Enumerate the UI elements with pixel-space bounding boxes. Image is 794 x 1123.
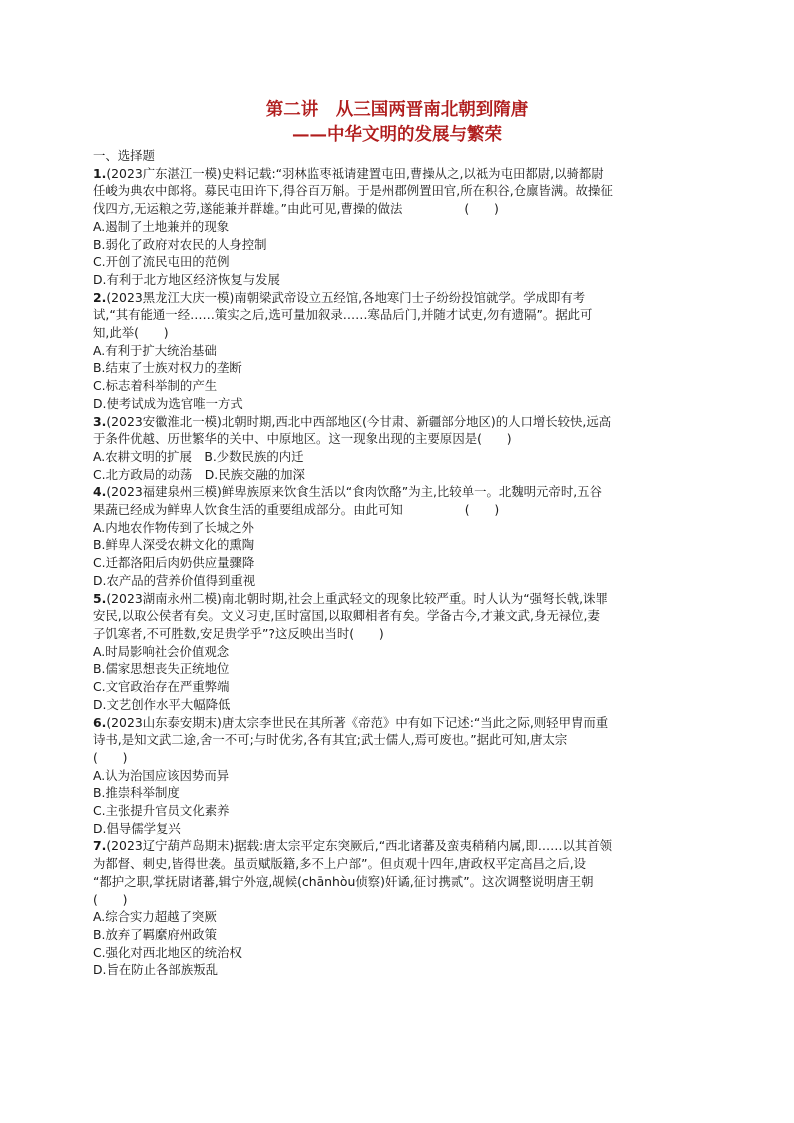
answer-option: A.认为治国应该因势而异 bbox=[93, 767, 230, 783]
question-item bbox=[93, 413, 703, 484]
answer-option: C.开创了流民屯田的范例 bbox=[93, 254, 230, 270]
answer-option: B.弱化了政府对农民的人身控制 bbox=[93, 236, 267, 252]
question-stem-line bbox=[93, 182, 703, 200]
question-text: 为都督、刺史,皆得世袭。虽贡赋版籍,多不上户部”。但贞观十四年,唐政权平定高昌之后,设 bbox=[93, 856, 587, 872]
question-stem bbox=[93, 289, 703, 342]
answer-option: A.内地农作物传到了长城之外 bbox=[93, 519, 254, 535]
question-list bbox=[93, 165, 703, 979]
answer-option: B.结束了士族对权力的垄断 bbox=[93, 360, 242, 376]
question-text: (2023辽宁葫芦岛期末)据载:唐太宗平定东突厥后,“西北诸蕃及蛮夷稍稍内属,即……以其首领 bbox=[106, 838, 613, 854]
question-stem-line bbox=[93, 714, 703, 732]
answer-option: C.标志着科举制的产生 bbox=[93, 378, 218, 394]
answer-option: A.综合实力超越了突厥 bbox=[93, 909, 217, 925]
question-text: 果蔬已经成为鲜卑人饮食生活的重要组成部分。由此可知 ( ) bbox=[93, 502, 500, 518]
question-stem-line bbox=[93, 165, 703, 183]
question-stem-line bbox=[93, 430, 703, 448]
question-item bbox=[93, 483, 703, 589]
question-stem bbox=[93, 165, 703, 218]
answer-option: D.旨在防止各部族叛乱 bbox=[93, 962, 218, 978]
question-stem bbox=[93, 714, 703, 767]
question-stem-line bbox=[93, 590, 703, 608]
question-stem-line bbox=[93, 749, 703, 767]
question-text: 于条件优越、历世繁华的关中、中原地区。这一现象出现的主要原因是( ) bbox=[93, 431, 512, 447]
question-text: (2023福建泉州三模)鲜卑族原来饮食生活以“食肉饮酪”为主,比较单一。北魏明元帝时,五谷 bbox=[106, 484, 602, 500]
question-item bbox=[93, 289, 703, 413]
question-item bbox=[93, 165, 703, 289]
question-item bbox=[93, 837, 703, 979]
lecture-title: 第二讲 从三国两晋南北朝到隋唐 bbox=[265, 100, 529, 120]
answer-option: C.北方政局的动荡 D.民族交融的加深 bbox=[93, 466, 305, 482]
question-text: ( ) bbox=[93, 749, 128, 765]
question-stem-line bbox=[93, 837, 703, 855]
question-stem-line bbox=[93, 891, 703, 909]
answer-option: D.倡导儒学复兴 bbox=[93, 820, 181, 836]
question-text: (2023黑龙江大庆一模)南朝梁武帝设立五经馆,各地寒门士子纷纷投馆就学。学成即有考 bbox=[106, 289, 586, 305]
answer-option: D.农产品的营养价值得到重视 bbox=[93, 572, 256, 588]
question-number: 3. bbox=[93, 413, 107, 429]
question-text: 诗书,是知文武二途,舍一不可;与时优劣,各有其宜;武士儒人,焉可废也。”据此可知,唐太宗 bbox=[93, 732, 568, 748]
question-stem-line bbox=[93, 501, 703, 519]
question-number: 1. bbox=[93, 165, 107, 181]
question-text: (2023山东泰安期末)唐太宗李世民在其所著《帝范》中有如下记述:“当此之际,则轻甲胄而重 bbox=[106, 714, 609, 730]
answer-option: C.迁都洛阳后肉奶供应量骤降 bbox=[93, 555, 255, 571]
document-header bbox=[0, 98, 794, 148]
question-item bbox=[93, 714, 703, 838]
question-text: 安民,以取公侯者有矣。文义习吏,匡时富国,以取卿相者有矣。学备古今,才兼文武,身无禄位,妻 bbox=[93, 608, 600, 624]
answer-option: B.儒家思想丧失正统地位 bbox=[93, 661, 230, 677]
question-stem bbox=[93, 590, 703, 643]
answer-option: A.有利于扩大统治基础 bbox=[93, 342, 217, 358]
answer-option: D.文艺创作水平大幅降低 bbox=[93, 696, 231, 712]
question-stem bbox=[93, 483, 703, 518]
question-text: 伐四方,无运粮之劳,遂能兼并群雄。”由此可见,曹操的做法 ( ) bbox=[93, 201, 499, 217]
question-stem-line bbox=[93, 306, 703, 324]
question-text: (2023安徽淮北一模)北朝时期,西北中西部地区(今甘肃、新疆部分地区)的人口增长较快,远高 bbox=[106, 413, 612, 429]
question-stem-line bbox=[93, 483, 703, 501]
answer-option: A.遏制了土地兼并的现象 bbox=[93, 218, 230, 234]
question-stem-line bbox=[93, 625, 703, 643]
lecture-subtitle: ——中华文明的发展与繁荣 bbox=[292, 125, 502, 145]
question-text: 试,“其有能通一经……策实之后,选可量加叙录……寒品后门,并随才试吏,勿有遗隔”。据此可 bbox=[93, 307, 593, 323]
question-text: 任峻为典农中郎将。募民屯田许下,得谷百万斛。于是州郡例置田官,所在积谷,仓廪皆满。故操征 bbox=[93, 183, 613, 199]
question-text: (2023湖南永州二模)南北朝时期,社会上重武轻文的现象比较严重。时人认为“强弩长戟,诛罪 bbox=[106, 590, 608, 606]
question-text: ( ) bbox=[93, 891, 128, 907]
answer-option: B.放弃了羁縻府州政策 bbox=[93, 926, 217, 942]
answer-option: A.农耕文明的扩展 B.少数民族的内迁 bbox=[93, 448, 304, 464]
question-number: 4. bbox=[93, 484, 107, 500]
answer-option: D.使考试成为选官唯一方式 bbox=[93, 395, 243, 411]
question-stem-line bbox=[93, 200, 703, 218]
answer-option: C.强化对西北地区的统治权 bbox=[93, 944, 242, 960]
question-number: 2. bbox=[93, 289, 107, 305]
answer-option: B.鲜卑人深受农耕文化的熏陶 bbox=[93, 537, 255, 553]
question-number: 7. bbox=[93, 838, 107, 854]
section-title: 一、选择题 bbox=[93, 148, 155, 163]
question-stem-line bbox=[93, 607, 703, 625]
question-text: “都护之职,掌抚尉诸蕃,辑宁外寇,觇候(chānhòu侦察)奸谲,征讨携贰”。这次调整说明唐王朝 bbox=[93, 873, 594, 889]
answer-option: C.文官政治存在严重弊端 bbox=[93, 679, 230, 695]
question-stem bbox=[93, 413, 703, 448]
question-stem-line bbox=[93, 413, 703, 431]
question-stem-line bbox=[93, 731, 703, 749]
answer-option: B.推崇科举制度 bbox=[93, 785, 180, 801]
question-stem-line bbox=[93, 855, 703, 873]
document-body bbox=[93, 147, 703, 979]
answer-option: A.时局影响社会价值观念 bbox=[93, 643, 230, 659]
answer-option: D.有利于北方地区经济恢复与发展 bbox=[93, 271, 280, 287]
question-stem-line bbox=[93, 289, 703, 307]
question-stem bbox=[93, 837, 703, 908]
question-stem-line bbox=[93, 324, 703, 342]
question-text: 知,此举( ) bbox=[93, 325, 169, 341]
question-number: 6. bbox=[93, 714, 107, 730]
question-item bbox=[93, 590, 703, 714]
question-text: (2023广东湛江一模)史料记载:“羽林监枣祗请建置屯田,曹操从之,以祗为屯田都尉,以骑都尉 bbox=[106, 165, 604, 181]
question-number: 5. bbox=[93, 590, 107, 606]
answer-option: C.主张提升官员文化素养 bbox=[93, 803, 230, 819]
question-text: 子饥寒者,不可胜数,安足贵学乎”?这反映出当时( ) bbox=[93, 625, 384, 641]
question-stem-line bbox=[93, 873, 703, 891]
